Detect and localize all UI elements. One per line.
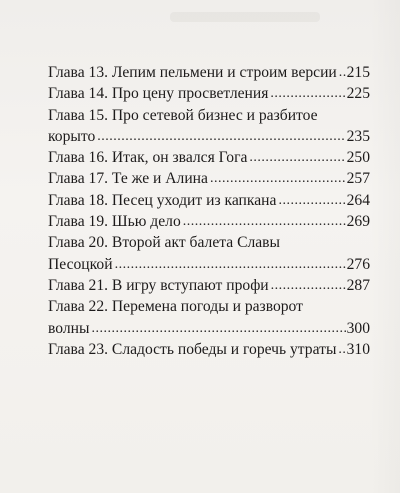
- toc-entry-title: Глава 16. Итак, он звался Гога: [48, 149, 248, 167]
- toc-entry-page: 250: [346, 149, 370, 167]
- toc-entry: [48, 296, 370, 339]
- toc-entry: [48, 168, 370, 189]
- toc-entry-title: Глава 18. Песец уходит из капкана: [48, 191, 277, 209]
- toc-entry-title-continued: волны: [48, 319, 90, 337]
- toc-entry-title-continued: корыто: [48, 127, 96, 145]
- toc-entry-page: 225: [346, 85, 370, 103]
- toc-entry: [48, 62, 370, 83]
- toc-entry: [48, 211, 370, 232]
- page-smudge: [170, 12, 320, 22]
- toc-entry-title: Глава 22. Перемена погоды и разворот: [48, 298, 303, 316]
- toc-entry-page: 276: [346, 255, 370, 273]
- toc-entry-page: 257: [346, 170, 370, 188]
- toc-entry: [48, 232, 370, 275]
- dot-leader: [91, 317, 345, 339]
- toc-entry: [48, 147, 370, 168]
- page-edge-shade: [370, 0, 400, 493]
- toc-entry-page: 310: [346, 340, 370, 358]
- dot-leader: [210, 167, 346, 189]
- toc-entry-title: Глава 21. В игру вступают профи: [48, 276, 269, 294]
- dot-leader: [270, 82, 345, 104]
- dot-leader: [278, 189, 345, 211]
- dot-leader: [249, 146, 345, 168]
- dot-leader: [338, 338, 345, 360]
- toc-entry-page: 264: [346, 191, 370, 209]
- toc-entry-title-continued: Песоцкой: [48, 255, 113, 273]
- toc-entry-page: 287: [346, 276, 370, 294]
- dot-leader: [115, 253, 346, 275]
- table-of-contents: [48, 62, 370, 360]
- toc-entry: [48, 105, 370, 148]
- toc-entry-page: 235: [346, 127, 370, 145]
- toc-entry: [48, 275, 370, 296]
- toc-entry-page: 215: [346, 64, 370, 81]
- toc-entry: [48, 83, 370, 104]
- toc-entry-title: Глава 20. Второй акт балета Славы: [48, 234, 281, 252]
- toc-entry-title: Глава 14. Про цену просветления: [48, 85, 269, 103]
- toc-entry-title: Глава 23. Сладость победы и горечь утраты: [48, 340, 337, 358]
- toc-entry-title: Глава 15. Про сетевой бизнес и разбитое: [48, 106, 318, 124]
- toc-entry-page: 269: [346, 213, 370, 231]
- toc-entry: [48, 190, 370, 211]
- toc-entry-title: Глава 19. Шью дело: [48, 213, 181, 231]
- toc-entry-title: Глава 13. Лепим пельмени и строим версии: [48, 64, 337, 81]
- toc-entry-page: 300: [346, 319, 370, 337]
- dot-leader: [183, 210, 346, 232]
- dot-leader: [97, 125, 345, 147]
- toc-entry: [48, 339, 370, 360]
- dot-leader: [339, 61, 346, 83]
- dot-leader: [271, 274, 346, 296]
- toc-entry-title: Глава 17. Те же и Алина: [48, 170, 208, 188]
